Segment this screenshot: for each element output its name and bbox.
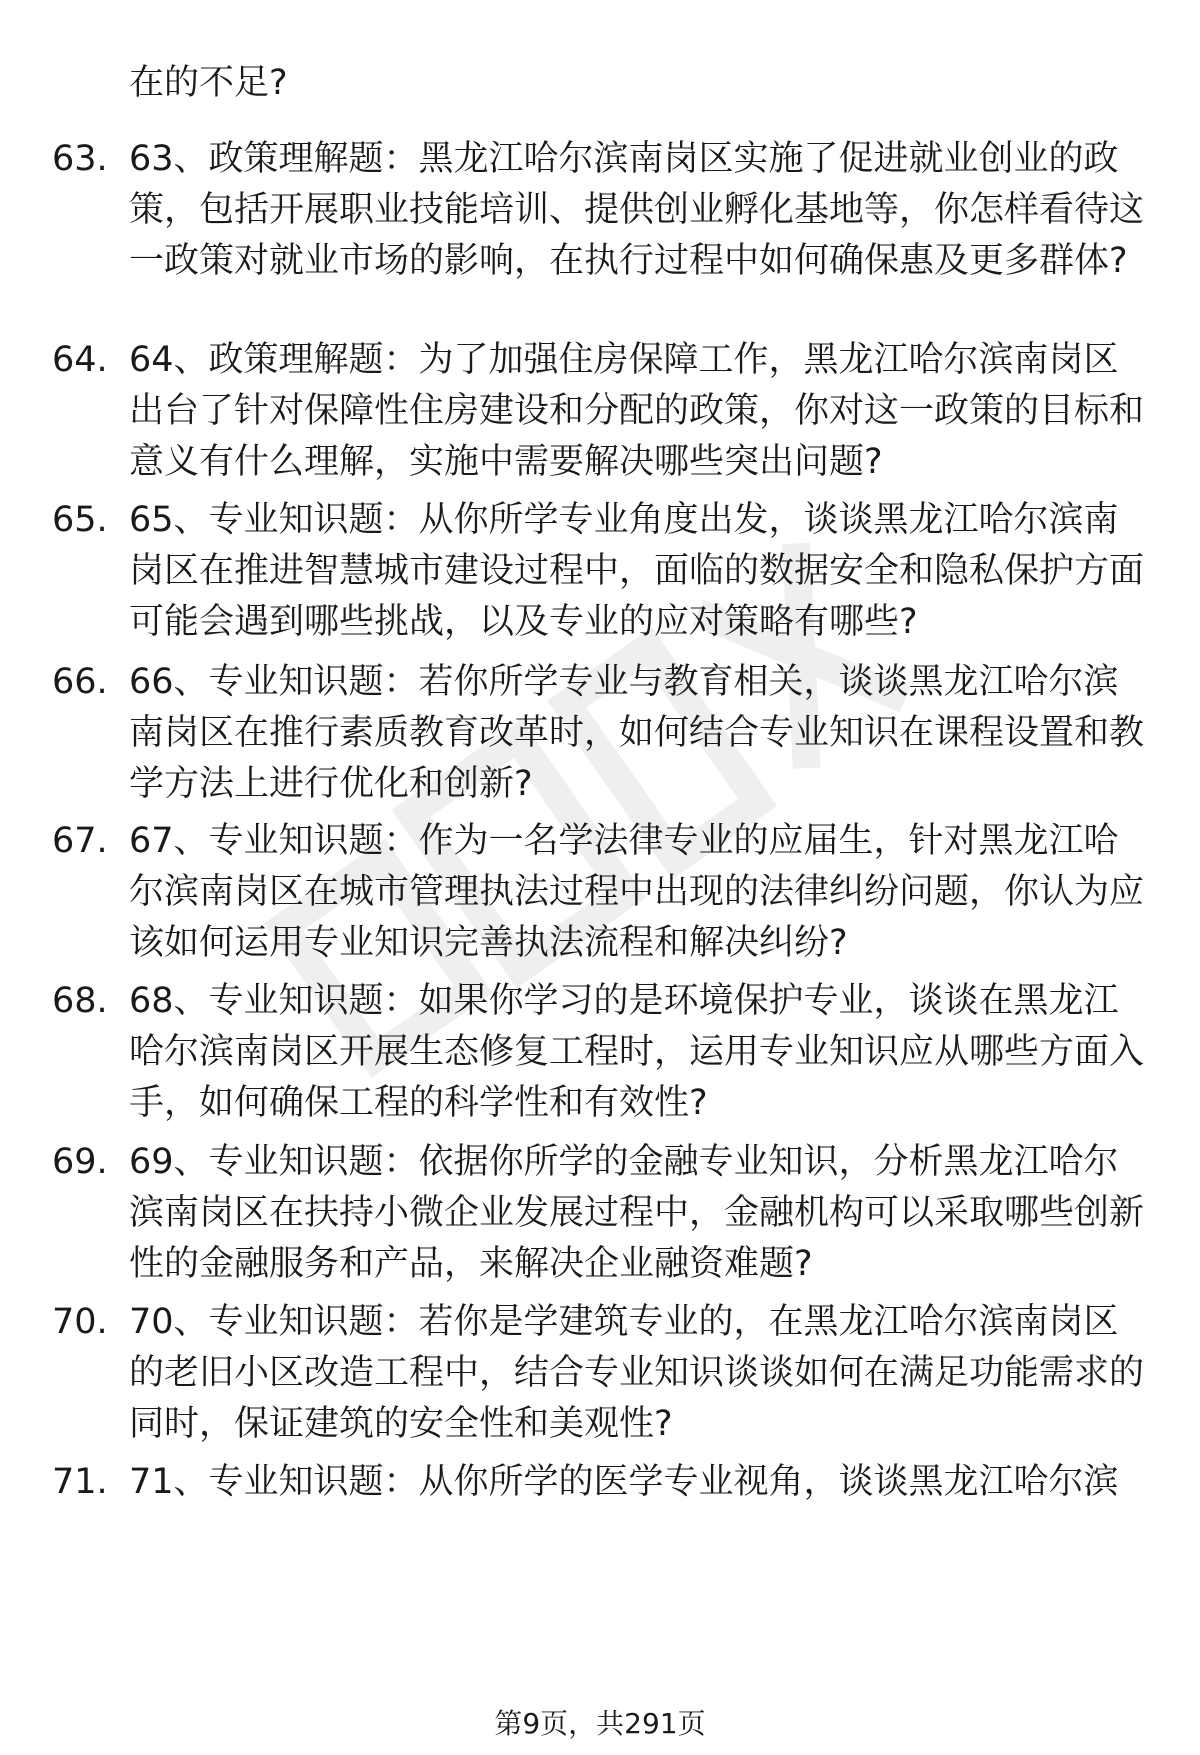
question-text: 67、专业知识题：作为一名学法律专业的应届生，针对黑龙江哈尔滨南岗区在城市管理执法过程中出现的法律纠纷问题，你认为应该如何运用专业知识完善执法流程和解决纠纷? — [129, 821, 1145, 963]
question-text: 65、专业知识题：从你所学专业角度出发，谈谈黑龙江哈尔滨南岗区在推进智慧城市建设过程中，面临的数据安全和隐私保护方面可能会遇到哪些挑战，以及专业的应对策略有哪些? — [129, 500, 1145, 642]
question-text: 66、专业知识题：若你所学专业与教育相关，谈谈黑龙江哈尔滨南岗区在推行素质教育改革时，如何结合专业知识在课程设置和教学方法上进行优化和创新? — [129, 662, 1145, 804]
question-number: 64. — [52, 340, 108, 380]
question-number: 69. — [52, 1142, 108, 1182]
question-text: 68、专业知识题：如果你学习的是环境保护专业，谈谈在黑龙江哈尔滨南岗区开展生态修复工程时，运用专业知识应从哪些方面入手，如何确保工程的科学性和有效性? — [129, 981, 1145, 1123]
question-text: 63、政策理解题：黑龙江哈尔滨南岗区实施了促进就业创业的政策，包括开展职业技能培训、提供创业孵化基地等，你怎样看待这一政策对就业市场的影响，在执行过程中如何确保惠及更多群体? — [129, 139, 1145, 281]
question-text: 71、专业知识题：从你所学的医学专业视角，谈谈黑龙江哈尔滨 — [129, 1462, 1119, 1502]
question-text: 64、政策理解题：为了加强住房保障工作，黑龙江哈尔滨南岗区出台了针对保障性住房建设和分配的政策，你对这一政策的目标和意义有什么理解，实施中需要解决哪些突出问题? — [129, 340, 1145, 482]
question-number: 66. — [52, 662, 108, 702]
question-number: 71. — [52, 1462, 108, 1502]
question-text: 69、专业知识题：依据你所学的金融专业知识，分析黑龙江哈尔滨南岗区在扶持小微企业发展过程中，金融机构可以采取哪些创新性的金融服务和产品，来解决企业融资难题? — [129, 1142, 1145, 1284]
question-number: 63. — [52, 139, 108, 179]
question-number: 70. — [52, 1302, 108, 1342]
question-text: 70、专业知识题：若你是学建筑专业的，在黑龙江哈尔滨南岗区的老旧小区改造工程中，结合专业知识谈谈如何在满足功能需求的同时，保证建筑的安全性和美观性? — [129, 1302, 1145, 1444]
question-number: 67. — [52, 821, 108, 861]
question-number: 68. — [52, 981, 108, 1021]
question-number: 65. — [52, 500, 108, 540]
continuation-text: 在的不足? — [129, 63, 288, 103]
page-footer: 第9页，共291页 — [494, 1707, 706, 1740]
